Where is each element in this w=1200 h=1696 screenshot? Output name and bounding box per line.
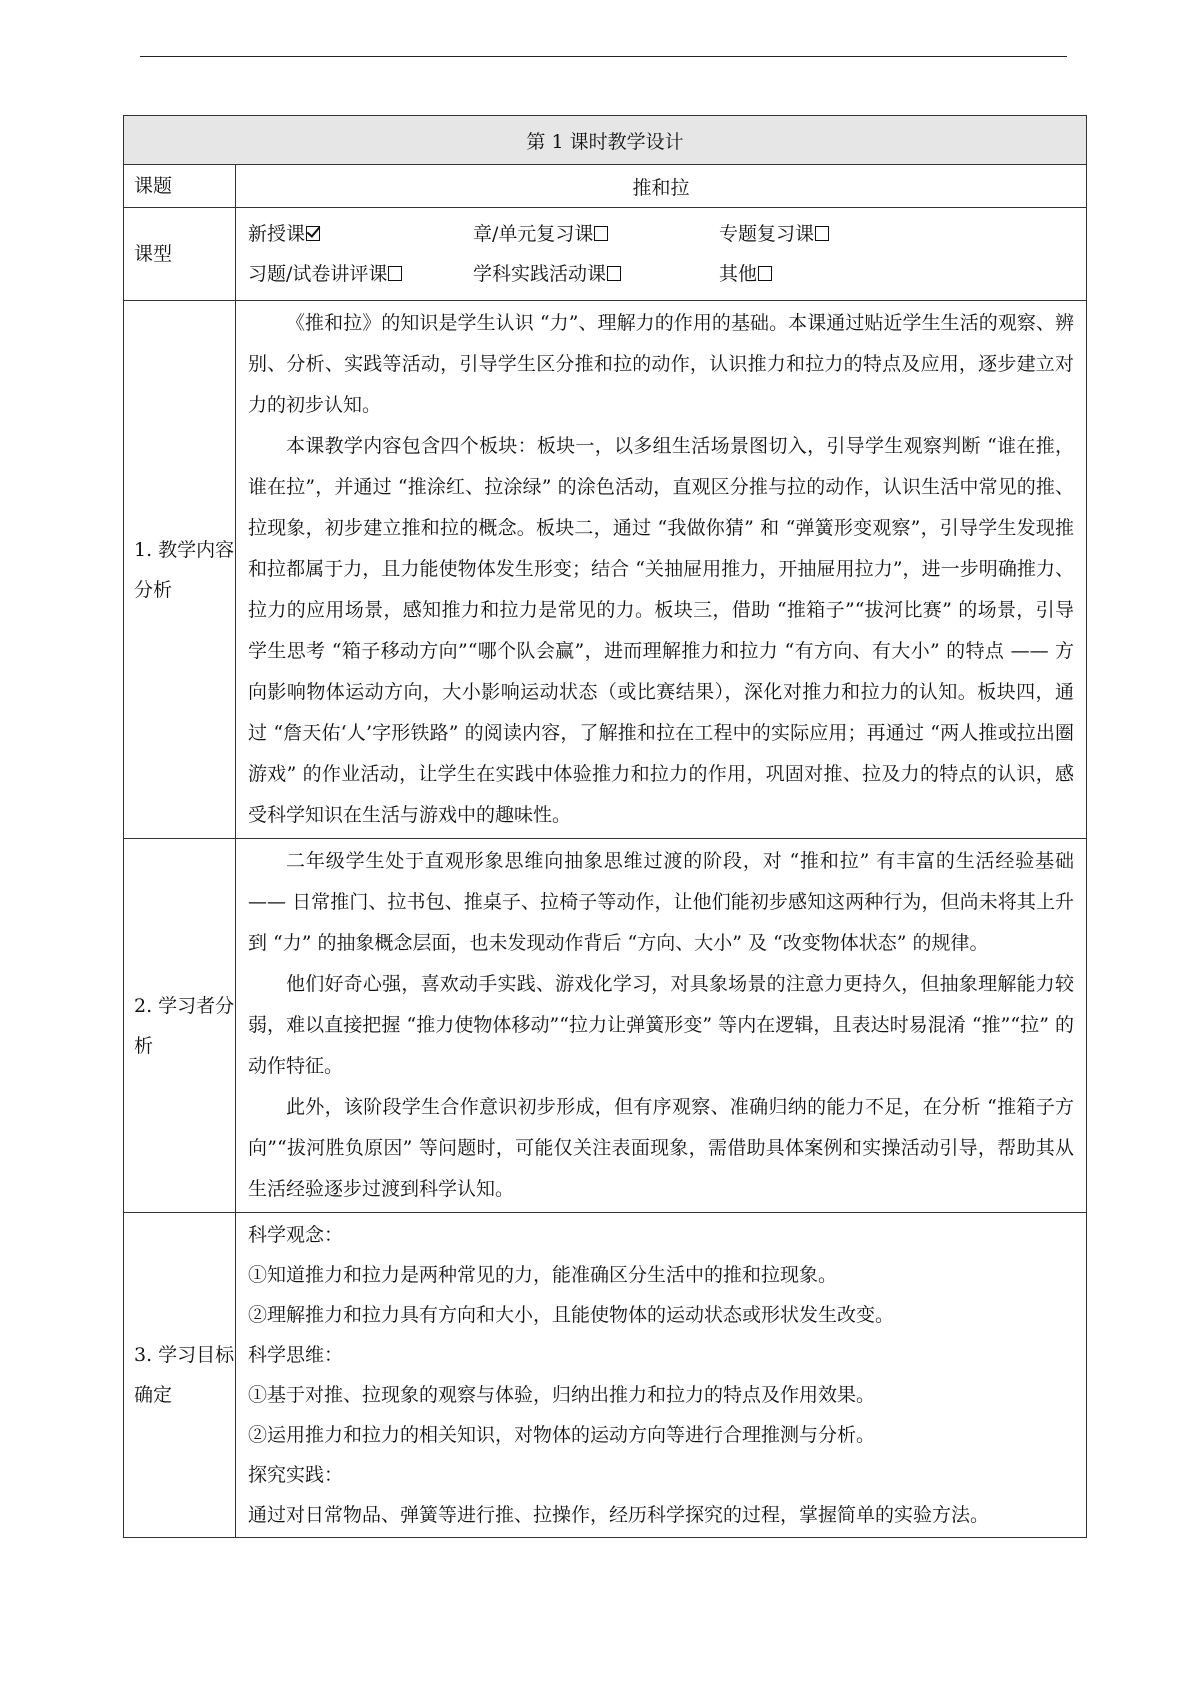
- type-option-unit-review[interactable]: 章/单元复习课: [473, 214, 719, 254]
- checkbox-icon[interactable]: [388, 266, 402, 281]
- objective-item: ②运用推力和拉力的相关知识，对物体的运动方向等进行合理推测与分析。: [248, 1424, 876, 1446]
- objective-item: ①基于对推、拉现象的观察与体验，归纳出推力和拉力的特点及作用效果。: [248, 1384, 876, 1406]
- type-option-topic-review[interactable]: 专题复习课: [719, 214, 919, 254]
- learner-analysis-body: [236, 839, 1087, 1213]
- topic-row: [124, 165, 1087, 208]
- learner-analysis-row: [124, 839, 1087, 1213]
- type-label: 课型: [124, 208, 236, 301]
- topic-label: 课题: [124, 165, 236, 208]
- objectives-row: [124, 1213, 1087, 1538]
- paragraph: 二年级学生处于直观形象思维向抽象思维过渡的阶段，对 “推和拉” 有丰富的生活经验基础 —— 日常推门、拉书包、推桌子、拉椅子等动作，让他们能初步感知这两种行为，但尚未将其上升到 “力” 的抽象概念层面，也未发现动作背后 “方向、大小” 及 “改变物体状态” 的规律。: [248, 850, 1075, 954]
- objectives-body: [236, 1213, 1087, 1538]
- checkbox-icon[interactable]: [758, 266, 772, 281]
- checkbox-icon[interactable]: [607, 266, 621, 281]
- table-title: 第 1 课时教学设计: [124, 116, 1087, 165]
- type-option-practice-activity[interactable]: 学科实践活动课: [473, 254, 719, 294]
- type-option-exercise-review[interactable]: 习题/试卷讲评课: [248, 254, 473, 294]
- objective-heading: 科学观念：: [248, 1224, 344, 1246]
- content-analysis-label: 1. 教学内容分析: [124, 301, 236, 839]
- topic-value: 推和拉: [236, 165, 1087, 208]
- objective-item: ②理解推力和拉力具有方向和大小，且能使物体的运动状态或形状发生改变。: [248, 1304, 895, 1326]
- objective-item: ①知道推力和拉力是两种常见的力，能准确区分生活中的推和拉现象。: [248, 1264, 838, 1286]
- objectives-label: 3. 学习目标确定: [124, 1213, 236, 1538]
- objective-heading: 科学思维：: [248, 1344, 344, 1366]
- lesson-design-table: [123, 115, 1087, 1538]
- checked-box-icon[interactable]: [306, 226, 320, 241]
- paragraph: 他们好奇心强，喜欢动手实践、游戏化学习，对具象场景的注意力更持久，但抽象理解能力较弱，难以直接把握 “推力使物体移动”“拉力让弹簧形变” 等内在逻辑，且表达时易混淆 “推”“拉” 的动作特征。: [248, 973, 1075, 1077]
- type-options: [236, 208, 1087, 301]
- content-analysis-body: [236, 301, 1087, 839]
- checkbox-icon[interactable]: [815, 226, 829, 241]
- type-row: [124, 208, 1087, 301]
- paragraph: 《推和拉》的知识是学生认识 “力”、理解力的作用的基础。本课通过贴近学生生活的观察、辨别、分析、实践等活动，引导学生区分推和拉的动作，认识推力和拉力的特点及应用，逐步建立对力的初步认知。: [248, 312, 1075, 416]
- content-analysis-row: [124, 301, 1087, 839]
- paragraph: 本课教学内容包含四个板块：板块一，以多组生活场景图切入，引导学生观察判断 “谁在推，谁在拉”，并通过 “推涂红、拉涂绿” 的涂色活动，直观区分推与拉的动作，认识生活中常见的推、拉现象，初步建立推和拉的概念。板块二，通过 “我做你猜” 和 “弹簧形变观察”，引导学生发现推和拉都属于力，且力能使物体发生形变；结合 “关抽屉用推力，开抽屉用拉力”，进一步明确推力、拉力的应用场景，感知推力和拉力是常见的力。板块三，借助 “推箱子”“拔河比赛” 的场景，引导学生思考 “箱子移动方向”“哪个队会赢”，进而理解推力和拉力 “有方向、有大小” 的特点 —— 方向影响物体运动方向，大小影响运动状态（或比赛结果），深化对推力和拉力的认知。板块四，通过 “詹天佑‘人’字形铁路” 的阅读内容，了解推和拉在工程中的实际应用；再通过 “两人推或拉出圈游戏” 的作业活动，让学生在实践中体验推力和拉力的作用，巩固对推、拉及力的特点的认识，感受科学知识在生活与游戏中的趣味性。: [248, 435, 1075, 826]
- learner-analysis-label: 2. 学习者分析: [124, 839, 236, 1213]
- header-rule: [140, 56, 1067, 57]
- objective-item: 通过对日常物品、弹簧等进行推、拉操作，经历科学探究的过程，掌握简单的实验方法。: [248, 1504, 990, 1526]
- objective-heading: 探究实践：: [248, 1464, 344, 1486]
- type-option-other[interactable]: 其他: [719, 254, 919, 294]
- type-option-new-lesson[interactable]: 新授课: [248, 214, 473, 254]
- checkbox-icon[interactable]: [594, 226, 608, 241]
- title-row: [124, 116, 1087, 165]
- paragraph: 此外，该阶段学生合作意识初步形成，但有序观察、准确归纳的能力不足，在分析 “推箱子方向”“拔河胜负原因” 等问题时，可能仅关注表面现象，需借助具体案例和实操活动引导，帮助其从生活经验逐步过渡到科学认知。: [248, 1096, 1075, 1200]
